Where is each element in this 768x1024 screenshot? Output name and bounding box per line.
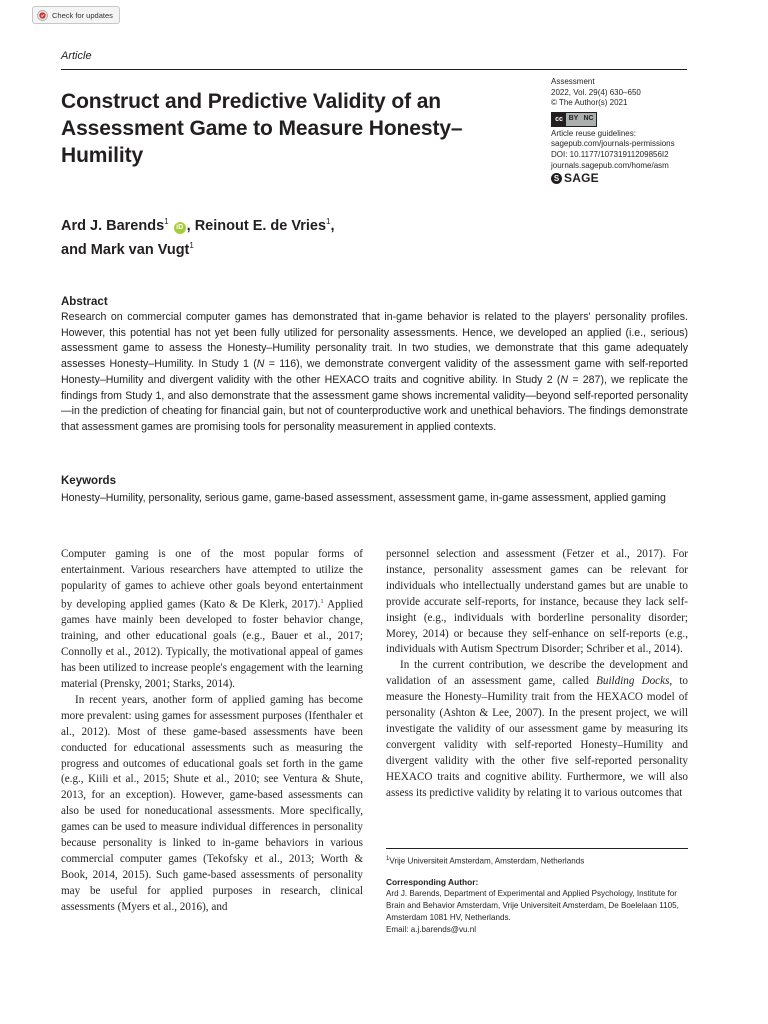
author-name[interactable]: and Mark van Vugt [61, 241, 190, 258]
update-badge-icon [37, 10, 48, 21]
creative-commons-license-icon[interactable] [551, 112, 597, 127]
body-text: , to measure the Honesty–Humility trait from the HEXACO model of personality (Ashton & Lee, 2007). In the present project, we will investigate the validity of our assessment game by measuring its convergent validity with self-reported Honesty–Humility and divergent validity with the other five self-reported personality HEXACO traits and cognitive ability. Furthermore, we will also assess its predictive validity by relating it to various outcomes that [386, 675, 688, 799]
body-text: Computer gaming is one of the most popular forms of entertainment. Various researchers have attempted to utilize the popularity of games to achieve other goals beyond entertainment by developing applied games (Kato & De Klerk, 2017). [61, 548, 363, 611]
publisher-name: SAGE [564, 171, 599, 186]
body-paragraph: personnel selection and assessment (Fetzer et al., 2017). For instance, personality assessment games can be relevant for individuals who intellectually understand games but are unable to provide accurate self-reports, for instance, because they lack self-insight (e.g., individuals with borderline personality disorder; Morey, 2014) or because they self-enhance on self-reports (e.g., individuals with Autism Spectrum Disorder; Schriber et al., 2014). [386, 548, 688, 656]
body-paragraph: In recent years, another form of applied gaming has become more prevalent: using games for assessment purposes (Ifenthaler et al., 2012). Most of these game-based assessments have been conducted for educational assessments such as measuring the progress and outcomes of educational goals set forth in the game (e.g., Kiili et al., 2015; Shute et al., 2010; see Ventura & Shute, 2013, for an exception). However, game-based assessments can also be used for noneducational assessments. More specifically, games can be used to measure individual differences in personality because personality is linked to in-game behaviors in various commercial computer games (Tekofsky et al., 2013; Worth & Book, 2014, 2015). Such game-based assessments of personality may be useful for applied purposes in research, clinical assessments (Myers et al., 2016), and [61, 693, 363, 913]
affiliation-footnote [386, 853, 688, 868]
article-type-label: Article [61, 50, 92, 62]
affiliation-marker: 1 [326, 217, 331, 226]
author-separator: , [330, 217, 335, 234]
cc-icon: cc [552, 113, 566, 126]
footnote-divider [386, 848, 688, 849]
cc-by-icon: BY [568, 114, 579, 122]
cc-nc-icon: NC [583, 114, 594, 122]
check-for-updates-button[interactable] [32, 6, 120, 24]
abstract-heading: Abstract [61, 296, 108, 308]
footnotes [386, 853, 688, 936]
keywords-text: Honesty–Humility, personality, serious game, game-based assessment, assessment game, in-game assessment, applied gaming [61, 492, 666, 504]
body-text: Applied games have mainly been developed to foster behavior change, training, and other educational goals (e.g., Bauer et al., 2017; Connolly et al., 2012). Typically, the motivational appeal of games has been utilized to increase people's engagement with the learning material (Prensky, 2001; Starks, 2014). [61, 598, 364, 690]
orcid-icon[interactable]: iD [174, 222, 186, 234]
author-list [61, 212, 381, 260]
journal-metadata [551, 77, 701, 184]
abstract-text-part: = 116), we demonstrate convergent validity of the assessment game with self-reported Honesty–Humility and divergent validity with the other HEXACO traits and cognitive ability. In Study 2 ( [61, 358, 688, 386]
corresponding-author-address: Ard J. Barends, Department of Experimental and Applied Psychology, Institute for Brain and Behavior Amsterdam, Vrije Universiteit Amsterdam, De Boelelaan 1105, Amsterdam 1081 HV, Netherlands. [386, 888, 679, 922]
body-column-right [386, 547, 688, 802]
affiliation-marker: 1 [164, 217, 169, 226]
game-title: Building Docks [596, 675, 670, 688]
footnote-marker[interactable]: 1 [320, 598, 324, 605]
body-column-left [61, 547, 363, 916]
keywords-heading: Keywords [61, 475, 116, 487]
journal-volume: 2022, Vol. 29(4) 630–650 [551, 87, 641, 97]
body-paragraph [61, 547, 363, 693]
copyright-line: © The Author(s) 2021 [551, 98, 628, 108]
check-for-updates-label: Check for updates [52, 10, 113, 20]
corresponding-author-heading: Corresponding Author: [386, 876, 479, 887]
sage-logo [551, 173, 701, 184]
author-name[interactable]: , Reinout E. de Vries [186, 217, 327, 234]
affiliation-marker: 1 [189, 240, 194, 250]
header-divider [61, 69, 687, 70]
sage-logo-icon: S [551, 173, 562, 184]
doi-link[interactable]: DOI: 10.1177/10731911209856I2 [551, 149, 669, 159]
body-text: In the current contribution, we describe the development and validation of an assessment game, called [386, 659, 688, 688]
journal-name: Assessment [551, 77, 595, 86]
affiliation-marker: 1 [386, 856, 390, 862]
article-title: Construct and Predictive Validity of an Assessment Game to Measure Honesty–Humility [61, 90, 463, 167]
corresponding-author-email[interactable]: Email: a.j.barends@vu.nl [386, 924, 477, 934]
reuse-guidelines-label: Article reuse guidelines: [551, 128, 636, 138]
sample-size-symbol: N [560, 373, 569, 386]
reuse-guidelines-link[interactable]: sagepub.com/journals-permissions [551, 139, 675, 149]
affiliation-text: Vrije Universiteit Amsterdam, Amsterdam, Netherlands [389, 856, 585, 866]
body-paragraph [386, 658, 688, 801]
sample-size-symbol: N [256, 358, 265, 371]
author-name[interactable]: Ard J. Barends [61, 217, 165, 234]
abstract-text [61, 310, 688, 436]
journal-home-link[interactable]: journals.sagepub.com/home/asm [551, 160, 669, 170]
abstract-text-part: = 287), we replicate the findings from Study 1, and also demonstrate that the assessment game shows incremental validity—beyond self-reported personality—in the prediction of cheating for financial gain, but not of counterproductive work and unethical behaviors. The findings demonstrate that assessment games are promising tools for personality measurement in applied contexts. [61, 373, 688, 433]
abstract-text-part: Research on commercial computer games has demonstrated that in-game behavior is related to the players' personality profiles. However, this potential has not yet been fully utilized for personality assessments. Hence, we developed an applied (i.e., serious) assessment game to assess the Honesty–Humility personality trait. In two studies, we demonstrate that this game adequately assesses Honesty–Humility. In Study 1 ( [61, 311, 688, 371]
